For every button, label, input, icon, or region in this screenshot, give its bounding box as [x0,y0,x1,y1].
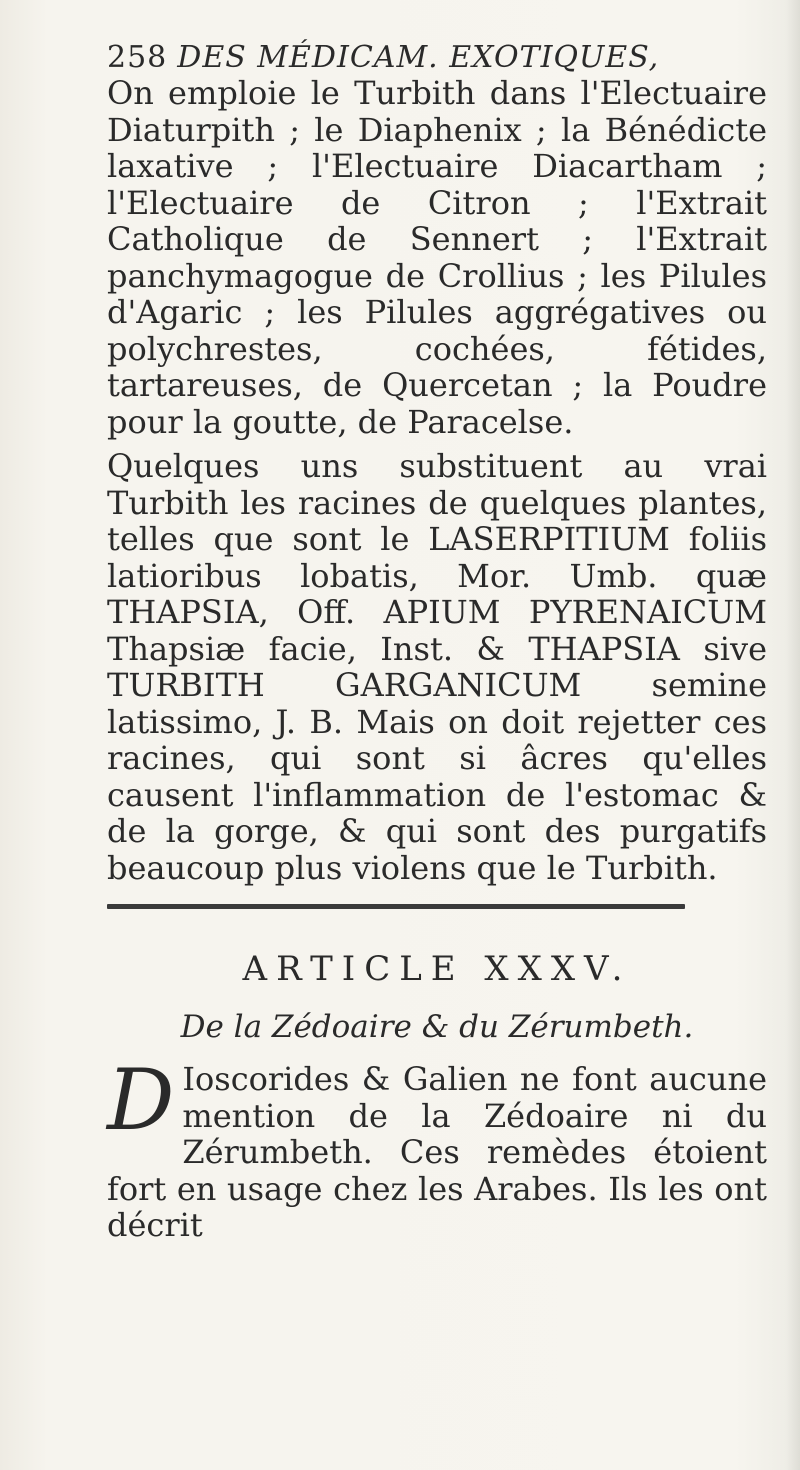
paragraph-substitutes: Quelques uns substituent au vrai Turbith les racines de quelques plantes, telles que sont le LASERPITIUM foliis latioribus lobatis, Mor. Umb. quæ THAPSIA, Off. APIUM PYRENAICUM Thapsiæ facie, Inst. & THAPSIA sive TURBITH GARGANICUM semine latissimo, J. B. Mais on doit rejetter ces racines, qui sont si âcres qu'elles causent l'inflammation de l'estomac & de la gorge, & qui sont des purgatifs beaucoup plus violens que le Turbith. [107,447,767,887]
running-header [107,40,767,75]
page-edge-shadow [786,0,800,1470]
paragraph-turbith-uses: On emploie le Turbith dans l'Electuaire Diaturpith ; le Diaphenix ; la Bénédicte laxative ; l'Electuaire Diacartham ; l'Electuaire de Citron ; l'Extrait Catholique de Sennert ; l'Extrait panchymagogue de Crollius ; les Pilules d'Agaric ; les Pilules aggrégatives ou polychrestes, cochées, fétides, tartareuses, de Quercetan ; la Poudre pour la goutte, de Paracelse. [107,74,767,441]
article-subtitle: De la Zédoaire & du Zérumbeth. [180,1009,694,1045]
page-content [107,40,767,1244]
article-title: ARTICLE XXXV. [242,949,632,989]
page-number: 258 [107,40,168,75]
article-first-paragraph-text: Ioscorides & Galien ne font aucune mention de la Zédoaire ni du Zérumbeth. Ces remèdes étoient fort en usage chez les Arabes. Ils les ont décrit [107,1060,767,1244]
section-divider [107,904,685,909]
article-first-paragraph [107,1051,767,1244]
drop-cap: D [107,1051,175,1149]
running-title: DES MÉDICAM. EXOTIQUES, [177,40,660,75]
